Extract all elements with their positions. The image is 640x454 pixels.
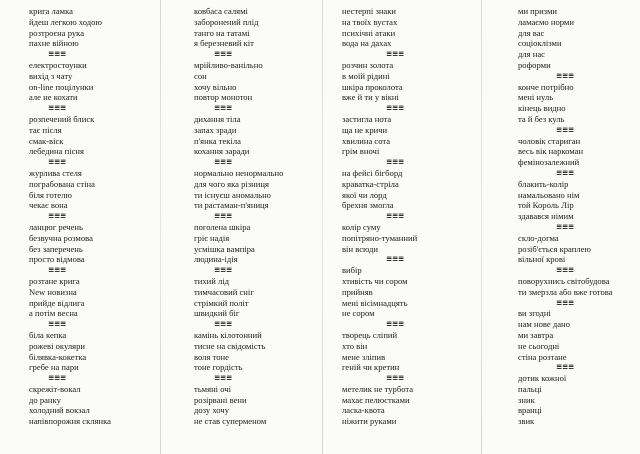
stanza-separator: ≡≡≡ [556,167,574,177]
poem-line: без заперечень [29,243,83,254]
poem-line: крига ламка [29,6,73,16]
poem-line: кохання заради [194,146,250,157]
poem-line: здавався німим [518,211,574,222]
poem-line: попітряно-туманний [342,232,418,243]
poem-line: ласка-квота [342,405,385,416]
poem-line: заборонений плід [194,16,259,27]
poem-line: рожеві окуляри [29,340,86,351]
poem-line: колір суму [342,221,381,232]
poem-line: нормально ненормально [194,167,284,178]
poem-line: розтане крига [29,275,80,286]
poem-line: мрійливо-ванільно [194,59,263,70]
stanza-separator: ≡≡≡ [48,103,66,113]
poem-line: а потім весна [29,308,78,319]
poem-line: воля тоне [194,351,229,362]
stanza-separator: ≡≡≡ [556,70,574,80]
poem-line: він всюди [342,243,378,254]
poem-line: вихід з чату [29,70,73,81]
poem-line: запах зради [194,124,237,135]
poem-line: махає пелюстками [342,394,410,405]
poem-line: до ранку [29,394,61,405]
poem-line: безвучна розмова [29,232,93,243]
poem-line: усмішка вампіра [194,243,255,254]
poem-line: стрімкий політ [194,297,249,308]
poem-line: нестерпі знаки [342,6,397,16]
poem-line: вільної крові [518,254,566,265]
poem-line: ти растаман-п'яниця [194,200,269,211]
poem-line: ти існуєш аномально [194,189,271,200]
poem-line: чоловік стариган [518,135,581,146]
poem-line: хочу вільно [194,81,237,92]
stanza-separator: ≡≡≡ [214,49,232,59]
poem-line: але не кохати [29,92,78,103]
poem-line: ланцюг речень [29,221,83,232]
stanza-separator: ≡≡≡ [48,211,66,221]
poem-line: розіб'ється краплею [518,243,591,254]
poem-line: дотик кожної [518,373,567,384]
poem-line: для вас [518,27,545,38]
poem-line: весь вік наркоман [518,146,584,157]
poem-line: вода на дахах [342,38,392,49]
poem-line: метелик не турбота [342,383,414,394]
stanza-separator: ≡≡≡ [48,373,66,383]
fold-line [481,0,482,454]
stanza-separator: ≡≡≡ [386,254,404,264]
poem-line: зник [518,394,535,405]
poem-line: лебедина пісня [29,146,84,157]
poem-line: ніжити руками [342,416,397,427]
stanza-separator: ≡≡≡ [386,103,404,113]
poem-line: тає після [29,124,62,135]
stanza-separator: ≡≡≡ [48,319,66,329]
stanza-separator: ≡≡≡ [556,124,574,134]
poem-line: ти змерзла або вже готова [518,286,613,297]
poem-line: фемінозалежний [518,157,580,168]
poem-line: тьмяні очі [194,383,231,394]
poem-line: вибір [342,265,362,276]
poem-line: ми завтра [518,329,554,340]
poem-line: я березневий кіт [194,38,254,49]
poem-line: краватка-стріла [342,178,399,189]
poem-line: тисне на свідомість [194,340,266,351]
stanza-separator: ≡≡≡ [386,319,404,329]
poem-line: on-line поцілунки [29,81,94,92]
poem-line: білявка-кокетка [29,351,87,362]
poem-line: тимчасовий сніг [194,286,254,297]
poem-line: нам нове дано [518,319,570,330]
stanza-separator: ≡≡≡ [214,211,232,221]
poem-line: біля готелю [29,189,72,200]
poem-line: конче потрібно [518,81,574,92]
poem-line: п'янка текіла [194,135,241,146]
poem-line: смак-віск [29,135,64,146]
poem-line: хтивість чи сором [342,275,408,286]
stanza-separator: ≡≡≡ [386,211,404,221]
stanza-separator: ≡≡≡ [556,221,574,231]
poem-line: стіна розтане [518,351,567,362]
poem-line: повтор монотон [194,92,253,103]
poem-line: пахне війною [29,38,79,49]
poem-line: пальці [518,383,542,394]
poem-line: людина-ідія [194,254,238,265]
poem-line: соціоклізми [518,38,562,49]
poem-column-3 [342,6,417,427]
poem-line: електростоунки [29,59,87,70]
poem-line: розтроєна рука [29,27,85,38]
poem-line: не став суперменом [194,416,267,427]
poem-line: та й без куль [518,113,565,124]
poem-line: ща не кричи [342,124,388,135]
poem-line: чекає вона [29,200,68,211]
stanza-separator: ≡≡≡ [48,49,66,59]
poem-line: на твоїх вустах [342,16,398,27]
stanza-separator: ≡≡≡ [214,265,232,275]
poem-line: пограбована стіна [29,178,95,189]
stanza-separator: ≡≡≡ [556,265,574,275]
poem-line: грім вночі [342,146,380,157]
poem-line: блакить-колір [518,178,569,189]
poem-line: той Король Лір [518,200,574,211]
poem-line: сон [194,70,207,81]
poem-line: не сором [342,308,375,319]
poem-line: розпечений блиск [29,113,95,124]
poem-line: швидкий біг [194,308,240,319]
poem-line: на фейсі бігборд [342,167,403,178]
poem-line: New новизна [29,286,77,297]
poem-line: якої чи лорд [342,189,387,200]
poem-line: журлива стеля [29,167,82,178]
poem-line: йдеш легкою ходою [29,16,102,27]
poem-line: дихання тіла [194,113,241,124]
poem-line: в моїй рідині [342,70,390,81]
poem-line: розірвані вени [194,394,247,405]
poem-line: геній чи кретин [342,362,400,373]
stanza-separator: ≡≡≡ [214,103,232,113]
poem-line: творець сліпий [342,329,398,340]
poem-line: тихий лід [194,275,230,286]
poem-line: ламаємо норми [518,16,574,27]
poem-line: роформи [518,59,551,70]
poem-column-1 [29,6,111,427]
poem-line: психічні атаки [342,27,396,38]
poem-line: ковбаса салямі [194,6,248,16]
poem-column-4 [518,6,613,427]
poem-line: прийде відлига [29,297,85,308]
poem-column-2 [194,6,283,427]
poem-line: хвилина сота [342,135,391,146]
poem-line: вранці [518,405,542,416]
poem-line: застигла нота [342,113,392,124]
stanza-separator: ≡≡≡ [386,49,404,59]
stanza-separator: ≡≡≡ [386,157,404,167]
poem-line: кінець видно [518,103,566,114]
stanza-separator: ≡≡≡ [556,362,574,372]
poem-line: звик [518,416,535,427]
poem-line: поголена шкіра [194,221,251,232]
poem-line: мені нуль [518,92,554,103]
poem-line: напівпорожня склянка [29,416,111,427]
poem-line: гріє надія [194,232,230,243]
poem-line: гребе на пари [29,362,79,373]
poem-line: поворухнись світобудова [518,275,610,286]
poem-line: дозу хочу [194,405,229,416]
poem-line: вже й ти у вікні [342,92,399,103]
poem-line: камінь кілотонний [194,329,262,340]
stanza-separator: ≡≡≡ [556,297,574,307]
poem-line: біла кепка [29,329,67,340]
poem-line: для нас [518,49,545,60]
poem-line: танго на татамі [194,27,250,38]
poem-line: холодний вокзал [29,405,90,416]
poem-line: хто він [342,340,368,351]
poem-line: тоне гордість [194,362,243,373]
poem-line: мені вісімнадцять [342,297,408,308]
stanza-separator: ≡≡≡ [214,319,232,329]
poem-line: мене зліпив [342,351,386,362]
poem-line: намальовано нім [518,189,580,200]
poem-line: просто відмова [29,254,85,265]
poem-line: розчин золота [342,59,394,70]
poem-line: шкіра проколота [342,81,403,92]
poem-line: скло-догма [518,232,559,243]
poem-line: ми призми [518,6,557,16]
stanza-separator: ≡≡≡ [214,373,232,383]
stanza-separator: ≡≡≡ [48,157,66,167]
poem-line: прийняв [342,286,373,297]
stanza-separator: ≡≡≡ [386,373,404,383]
fold-line [322,0,323,454]
stanza-separator: ≡≡≡ [48,265,66,275]
poem-line: не сьогодні [518,340,560,351]
stanza-separator: ≡≡≡ [214,157,232,167]
fold-line [160,0,161,454]
poem-line: скрежіт-вокал [29,383,81,394]
poem-line: для чого яка різниця [194,178,269,189]
poem-line: брехня змогла [342,200,394,211]
poem-line: ви згодні [518,308,551,319]
